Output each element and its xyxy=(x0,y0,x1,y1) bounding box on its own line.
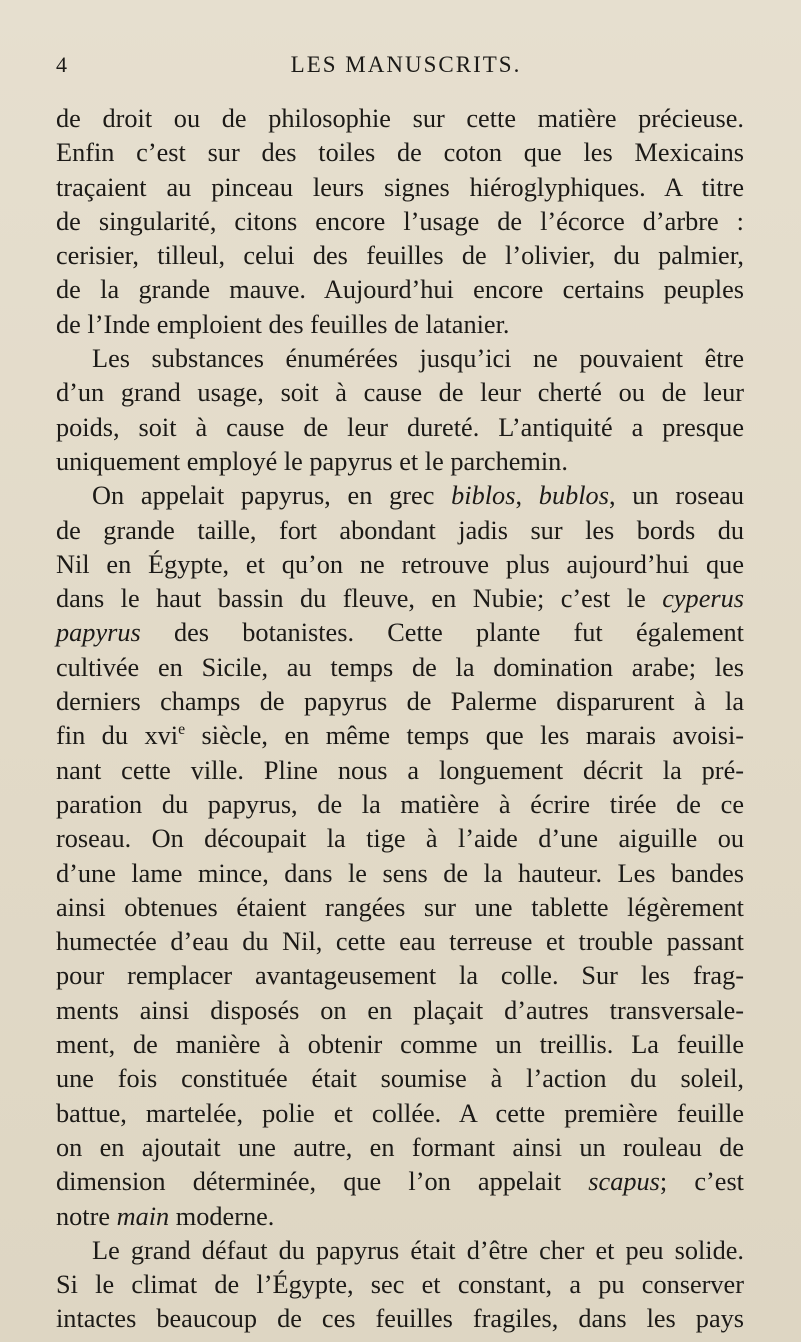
text-run: de singularité, citons encore l’usage de l’écorce d’arbre : xyxy=(56,206,744,236)
text-run: roseau. On découpait la tige à l’aide d’une aiguille ou xyxy=(56,824,744,854)
text-run: Les substances énumérées jusqu’ici ne pouvaient être xyxy=(92,344,744,374)
text-line xyxy=(56,376,744,410)
text-run: derniers champs de papyrus de Palerme disparurent à la xyxy=(56,687,744,717)
text-line xyxy=(56,411,744,445)
text-line xyxy=(56,308,744,342)
text-line xyxy=(56,479,744,513)
text-run: ment, de manière à obtenir comme un treillis. La feuille xyxy=(56,1030,744,1060)
text-run: ments ainsi disposés on en plaçait d’autres transversale- xyxy=(56,995,744,1025)
text-line xyxy=(56,1097,744,1131)
italic-term: scapus xyxy=(588,1167,660,1197)
text-run: ainsi obtenues étaient rangées sur une tablette légèrement xyxy=(56,892,744,922)
text-line xyxy=(56,719,744,753)
text-line xyxy=(56,205,744,239)
text-run: d’une lame mince, dans le sens de la hauteur. Les bandes xyxy=(56,858,744,888)
text-line xyxy=(56,891,744,925)
text-line xyxy=(56,857,744,891)
text-run: de la grande mauve. Aujourd’hui encore certains peuples xyxy=(56,275,744,305)
page-header xyxy=(56,52,756,88)
text-line xyxy=(56,1028,744,1062)
text-line xyxy=(56,1165,744,1199)
text-line xyxy=(56,754,744,788)
text-line xyxy=(56,445,744,479)
text-run: ; c’est xyxy=(659,1167,744,1197)
text-run: Le grand défaut du papyrus était d’être cher et peu solide. xyxy=(92,1235,744,1265)
text-run: on en ajoutait une autre, en formant ainsi un rouleau de xyxy=(56,1132,744,1162)
text-run: dimension déterminée, que l’on appelait xyxy=(56,1167,589,1197)
text-run: poids, soit à cause de leur dureté. L’antiquité a presque xyxy=(56,412,744,442)
text-line xyxy=(56,925,744,959)
text-run: Nil en Égypte, et qu’on ne retrouve plus aujourd’hui que xyxy=(56,549,744,579)
text-line xyxy=(56,616,744,650)
text-run: Si le climat de l’Égypte, sec et constant, a pu conserver xyxy=(56,1270,744,1300)
text-run: cerisier, tilleul, celui des feuilles de l’olivier, du palmier, xyxy=(56,241,744,271)
text-run: uniquement employé le papyrus et le parchemin. xyxy=(56,446,568,476)
text-run: moderne. xyxy=(169,1201,275,1231)
text-run: cultivée en Sicile, au temps de la domination arabe; les xyxy=(56,652,744,682)
text-run: de l’Inde emploient des feuilles de latanier. xyxy=(56,309,510,339)
text-run: , xyxy=(515,481,539,511)
text-run: battue, martelée, polie et collée. A cette première feuille xyxy=(56,1098,744,1128)
text-line xyxy=(56,514,744,548)
text-run: de droit ou de philosophie sur cette matière précieuse. xyxy=(56,104,744,133)
text-run: paration du papyrus, de la matière à écrire tirée de ce xyxy=(56,789,744,819)
body-text xyxy=(56,102,744,1337)
text-line xyxy=(56,1302,744,1336)
running-head: LES MANUSCRITS. xyxy=(290,52,522,77)
text-run: siècle, en même temps que les marais avoisi- xyxy=(185,721,745,751)
text-run: d’un grand usage, soit à cause de leur cherté ou de leur xyxy=(56,378,744,408)
italic-term: papyrus xyxy=(56,618,141,648)
text-line xyxy=(56,788,744,822)
text-run: dans le haut bassin du fleuve, en Nubie; c’est le xyxy=(56,584,663,614)
italic-term: biblos xyxy=(451,481,516,511)
text-line xyxy=(56,342,744,376)
superscript: e xyxy=(178,721,186,739)
text-run: des botanistes. Cette plante fut également xyxy=(140,618,744,648)
text-run: de grande taille, fort abondant jadis sur les bords du xyxy=(56,515,744,545)
text-run: Enfin c’est sur des toiles de coton que les Mexicains xyxy=(56,138,744,168)
text-line xyxy=(56,136,744,170)
text-run: humectée d’eau du Nil, cette eau terreuse et trouble passant xyxy=(56,927,744,957)
text-line xyxy=(56,1131,744,1165)
text-line xyxy=(56,582,744,616)
text-line xyxy=(56,1234,744,1268)
text-line xyxy=(56,1268,744,1302)
text-line xyxy=(56,1062,744,1096)
text-line xyxy=(56,959,744,993)
text-run: , un roseau xyxy=(608,481,744,511)
text-line xyxy=(56,1200,744,1234)
page-number: 4 xyxy=(56,52,67,77)
text-line xyxy=(56,102,744,136)
text-run: nant cette ville. Pline nous a longuement décrit la pré- xyxy=(56,755,744,785)
text-line xyxy=(56,548,744,582)
text-run: pour remplacer avantageusement la colle. Sur les frag- xyxy=(56,961,744,991)
text-run: traçaient au pinceau leurs signes hiéroglyphiques. A titre xyxy=(56,172,744,202)
text-line xyxy=(56,685,744,719)
text-line xyxy=(56,651,744,685)
italic-term: bublos xyxy=(538,481,609,511)
text-line xyxy=(56,239,744,273)
text-line xyxy=(56,273,744,307)
text-line xyxy=(56,171,744,205)
italic-term: cyperus xyxy=(662,584,744,614)
text-line xyxy=(56,994,744,1028)
italic-term: main xyxy=(116,1201,170,1231)
text-run: intactes beaucoup de ces feuilles fragiles, dans les pays xyxy=(56,1304,744,1334)
text-run: notre xyxy=(56,1201,117,1231)
text-line xyxy=(56,822,744,856)
text-run: fin du xvi xyxy=(56,721,179,751)
text-run: une fois constituée était soumise à l’action du soleil, xyxy=(56,1064,744,1094)
text-run: On appelait papyrus, en grec xyxy=(92,481,452,511)
